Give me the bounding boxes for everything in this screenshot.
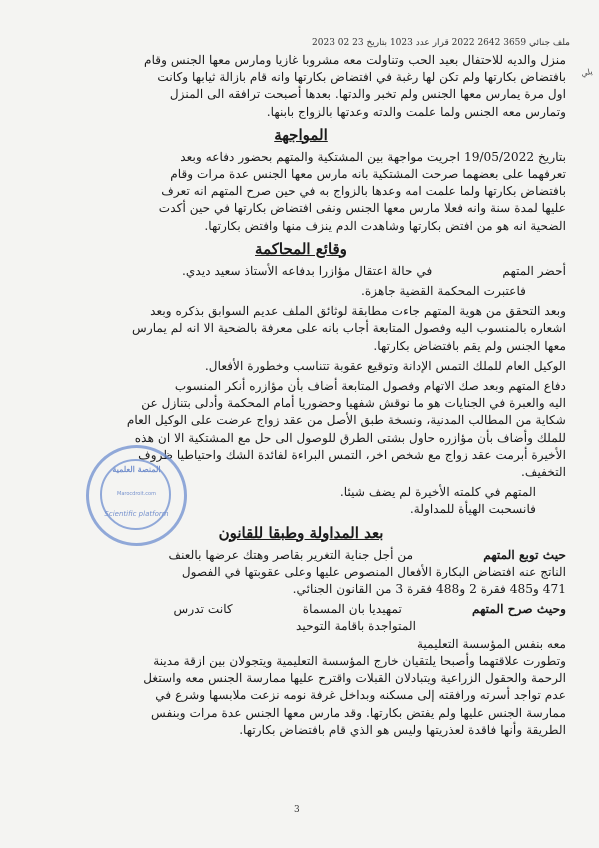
text-line: التخفيف. [521,465,566,480]
paragraph-2 [36,149,566,235]
text-line: وتطورت علاقتهما وأصبحا يلتقيان خارج المؤسسة التعليمية ويتجولان بين ازقة مدينة [153,653,566,668]
text-line: فانسحبت الهيأة للمداولة. [409,502,536,517]
paragraph-1 [36,52,566,121]
text-line: اليه والعبرة في الجنايات هو ما نوقش شفهيا وحضوريا أمام المحكمة وأدلى بتنازل عن [141,396,566,411]
text-line: تعرفهما على بعضهما صرحت المشتكية بانه مارس معها الجنس عدة مرات وقام [170,167,566,182]
text-line: ممارسة الجنس عليها ولم يفتض بكارتها. وقد مارس معها الجنس عدة مرات وبنفس [151,705,566,720]
section-heading-deliberation: بعد المداولة وطبقا للقانون [218,523,384,542]
text-line: الرحمة والحقول الزراعية ويتبادلان القبلات واقترح عليها ممارسة الجنس معه واستغل [143,671,566,686]
paragraph-11 [36,601,566,739]
document-body [36,52,566,742]
text-fragment: من أجل جناية التغرير بقاصر وهتك عرضها بالعنف [168,547,414,562]
text-line: للملك وأضاف بأن مؤازره حاول بشتى الطرق للوصول الى حل مع المشتكية الا ان هذه [134,430,566,445]
text-line: 471 و485 فقرة 2 و488 فقرة 3 من القانون الجنائي. [292,582,566,597]
text-fragment: حيث توبع المتهم [483,547,566,562]
section-heading-trial-facts: وقائع المحاكمة [255,239,347,258]
section-heading-confrontation: المواجهة [274,125,328,144]
paragraph-4 [36,283,566,300]
text-line: الناتج عنه افتضاض البكارة الأفعال المنصوص عليها وعلى عقوبتها في الفصول [181,564,566,579]
text-fragment: في حالة اعتقال مؤازرا بدفاعه الأستاذ سعيد ديدي. [182,263,433,278]
text-fragment: تمهيديا بان المسماة [302,602,402,617]
text-line: بافتضاض بكارتها ولما علمت امه وعدها بالزواج به في حين صرح المتهم انه تعرف [161,184,566,199]
text-fragment: المتواجدة باقامة التوحيد [296,619,416,634]
page-number: 3 [294,805,300,815]
text-line: منزل والديه للاحتفال بعيد الحب وتناولت معه مشروبا غازيا ومارس معها الجنس وقام [144,53,566,67]
margin-note: يلي [580,66,594,79]
document-header: ملف جنائي 3659 2642 2022 قرار عدد 1023 بتاريخ 23 02 2023 [312,38,570,48]
text-line: وبعد التحقق من هوية المتهم جاءت مطابقة لوثائق الملف عديم السوابق بذكره وبعد [150,304,566,319]
text-line: الأخيرة أبرمت عقد زواج مع شخص اخر، التمس البراءة لفائدة الشك واحتياطيا ظروف [138,447,566,462]
text-line: شكاية من المطالب المدنية، ونسخة طبق الأصل من عقد زواج عرضت على الوكيل العام [126,413,566,428]
text-line: عدم تواجد أسرته ورافقته إلى مسكنه وبداخل غرفة نومه نزعت ملابسها وشرع في [155,688,566,703]
text-fragment: أحضر المتهم [502,263,566,278]
stamp-bottom-text: Scientific platform [104,510,169,518]
text-fragment: معه بنفس المؤسسة التعليمية [416,636,566,651]
text-line: دفاع المتهم وبعد صك الاتهام وفصول المتابعة أضاف بأن مؤازره أنكر المنسوب [174,379,566,394]
text-line: وتمارس معه الجنس ولما علمت والدته وعدتها بالزواج بابنها. [266,104,566,119]
text-line: اول مرة يمارس معها الجنس ولم تخبر والدتها. بعدها أصبحت ترافقه الى المنزل [169,87,566,102]
platform-stamp [86,445,187,546]
text-line: اشعاره بالمنسوب اليه وفصول المتابعة أجاب بانه على معرفة بالضحية الا انه لم يمارس [131,321,566,336]
text-fragment: كانت تدرس [173,602,233,617]
text-line: المتهم في كلمته الأخيرة لم يضف شيئا. [339,485,536,500]
text-fragment: وحيث صرح المتهم [471,602,566,617]
paragraph-10 [36,547,566,599]
paragraph-6 [36,358,566,375]
text-line: فاعتبرت المحكمة القضية جاهزة. [360,284,526,299]
paragraph-5 [36,303,566,355]
text-line: بتاريخ 19/05/2022 اجريت مواجهة بين المشتكية والمتهم بحضور دفاعه وبعد [180,149,566,164]
text-line: عليها لمدة سنة وانه فعلا مارس معها الجنس ونفى افتضاض بكارتها في حين أكدت [158,201,566,216]
paragraph-3 [36,263,566,280]
stamp-url: Marocdroit.com [117,491,156,497]
text-line: الضحية انه هو من افتض بكارتها وشاهدت الدم ينزف منها وافتض بكارتها. [204,218,566,233]
text-line: بافتضاض بكارتها ولم تكن لها رغبة في افتضاض بكارتها وانه قام بازالة ثيابها وكانت [157,70,566,85]
text-line: الطريقة وأنها فاقدة لعذريتها وليس هو الذي قام بافتضاض بكارتها. [239,722,566,737]
stamp-top-text: المنصة العلمية [112,464,161,474]
text-line: معها الجنس ولم يقم بافتضاض بكارتها. [373,338,566,353]
text-line: الوكيل العام للملك التمس الإدانة وتوقيع عقوبة تتناسب وخطورة الأفعال. [204,358,566,373]
